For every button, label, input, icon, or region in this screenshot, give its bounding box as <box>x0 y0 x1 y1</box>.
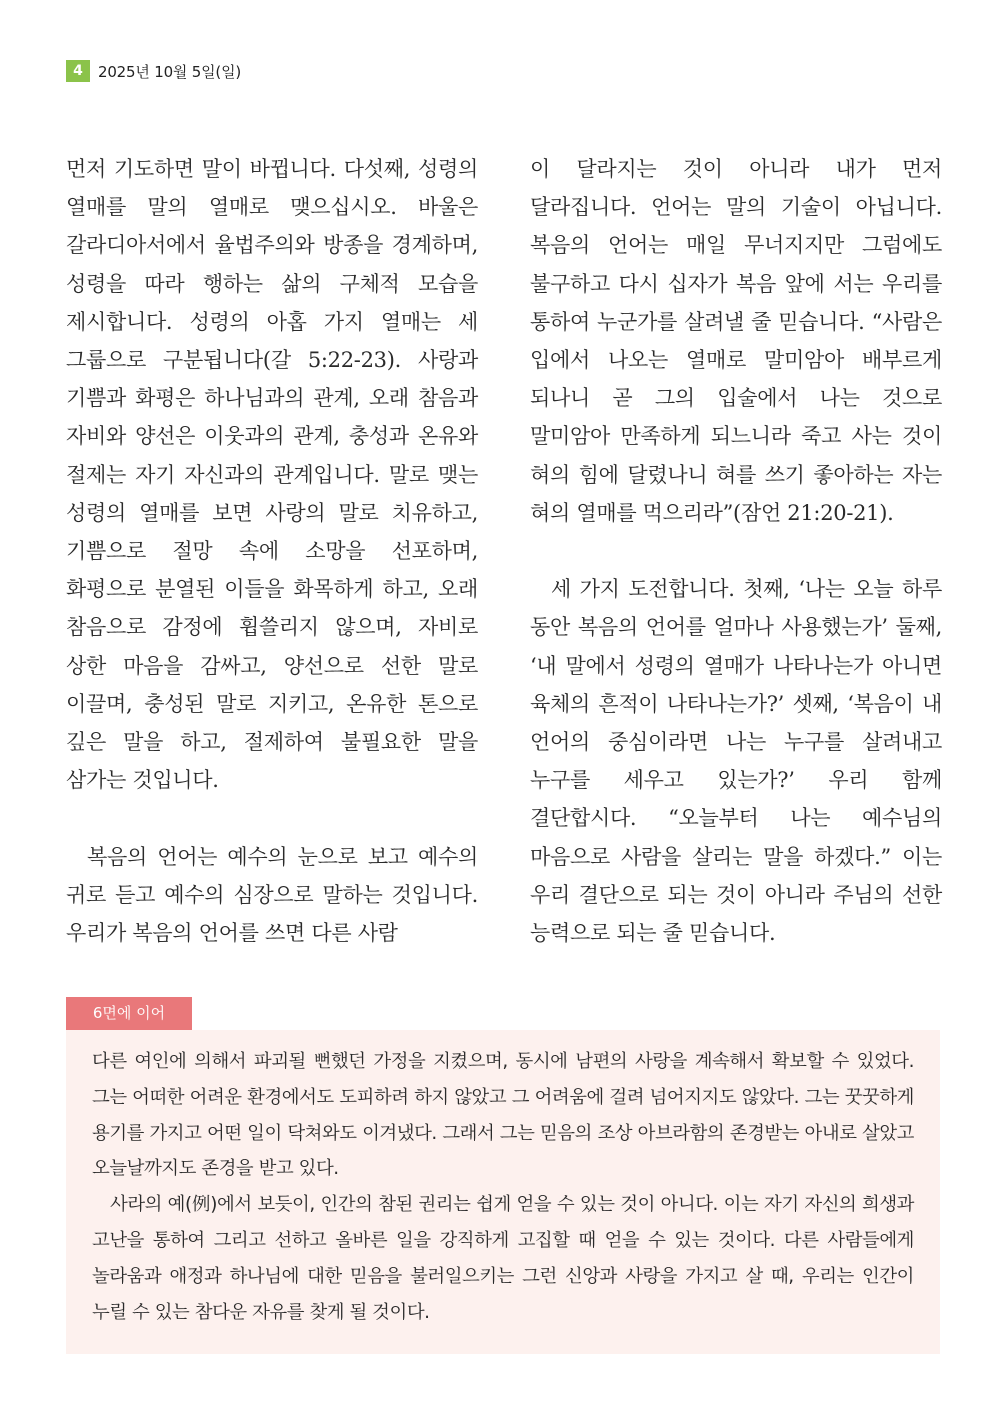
paragraph: 사라의 예(例)에서 보듯이, 인간의 참된 권리는 쉽게 얻을 수 있는 것이 아니다. 이는 자기 자신의 희생과 고난을 통하여 그리고 선하고 올바른 일을 강직하게 고집할 때 얻을 수 있는 것이다. 다른 사람들에게 놀라움과 애정과 하나님에 대한 믿음을 불러일으키는 그런 신앙과 사랑을 가지고 살 때, 우리는 인간이 누릴 수 있는 참다운 자유를 찾게 될 것이다. <box>92 1194 914 1323</box>
page-header <box>66 60 241 82</box>
issue-date: 2025년 10월 5일(일) <box>98 62 242 81</box>
continuation-box <box>66 1030 940 1354</box>
paragraph: 다른 여인에 의해서 파괴될 뻔했던 가정을 지켰으며, 동시에 남편의 사랑을 계속해서 확보할 수 있었다. 그는 어떠한 어려운 환경에서도 도피하려 하지 않았고 그 어려움에 걸려 넘어지지도 않았다. 그는 꿋꿋하게 용기를 가지고 어떤 일이 닥쳐와도 이겨냈다. 그래서 그는 믿음의 조상 아브라함의 존경받는 아내로 살았고 오늘날까지도 존경을 받고 있다. <box>92 1051 914 1180</box>
left-column <box>66 150 478 952</box>
paragraph: 이 달라지는 것이 아니라 내가 먼저 달라집니다. 언어는 말의 기술이 아닙니다. 복음의 언어는 매일 무너지지만 그럼에도 불구하고 다시 십자가 복음 앞에 서는 우리를 통하여 누군가를 살려낼 줄 믿습니다. “사람은 입에서 나오는 열매로 말미암아 배부르게 되나니 곧 그의 입술에서 나는 것으로 말미암아 만족하게 되느니라 죽고 사는 것이 혀의 힘에 달렸나니 혀를 쓰기 좋아하는 자는 혀의 열매를 먹으리라”(잠언 21:20-21). <box>530 157 942 525</box>
page-number: 4 <box>66 60 90 82</box>
paragraph: 세 가지 도전합니다. 첫째, ‘나는 오늘 하루 동안 복음의 언어를 얼마나 사용했는가’ 둘째, ‘내 말에서 성령의 열매가 나타나는가 아니면 육체의 흔적이 나타나는가?’ 셋째, ‘복음이 내 언어의 중심이라면 나는 누구를 살려내고 누구를 세우고 있는가?’ 우리 함께 결단합시다. “오늘부터 나는 예수님의 마음으로 사람을 살리는 말을 하겠다.” 이는 우리 결단으로 되는 것이 아니라 주님의 선한 능력으로 되는 줄 믿습니다. <box>530 577 942 946</box>
paragraph: 복음의 언어는 예수의 눈으로 보고 예수의 귀로 듣고 예수의 심장으로 말하는 것입니다. 우리가 복음의 언어를 쓰면 다른 사람 <box>66 844 478 946</box>
right-column <box>530 150 942 952</box>
paragraph: 먼저 기도하면 말이 바뀝니다. 다섯째, 성령의 열매를 말의 열매로 맺으십시오. 바울은 갈라디아서에서 율법주의와 방종을 경계하며, 성령을 따라 행하는 삶의 구체적 모습을 제시합니다. 성령의 아홉 가지 열매는 세 그룹으로 구분됩니다(갈 5:22-23). 사랑과 기쁨과 화평은 하나님과의 관계, 오래 참음과 자비와 양선은 이웃과의 관계, 충성과 온유와 절제는 자기 자신과의 관계입니다. 말로 맺는 성령의 열매를 보면 사랑의 말로 치유하고, 기쁨으로 절망 속에 소망을 선포하며, 화평으로 분열된 이들을 화목하게 하고, 오래 참음으로 감정에 휩쓸리지 않으며, 자비로 상한 마음을 감싸고, 양선으로 선한 말로 이끌며, 충성된 말로 지키고, 온유한 톤으로 깊은 말을 하고, 절제하여 불필요한 말을 삼가는 것입니다. <box>66 157 478 793</box>
continuation-label: 6면에 이어 <box>66 997 192 1030</box>
